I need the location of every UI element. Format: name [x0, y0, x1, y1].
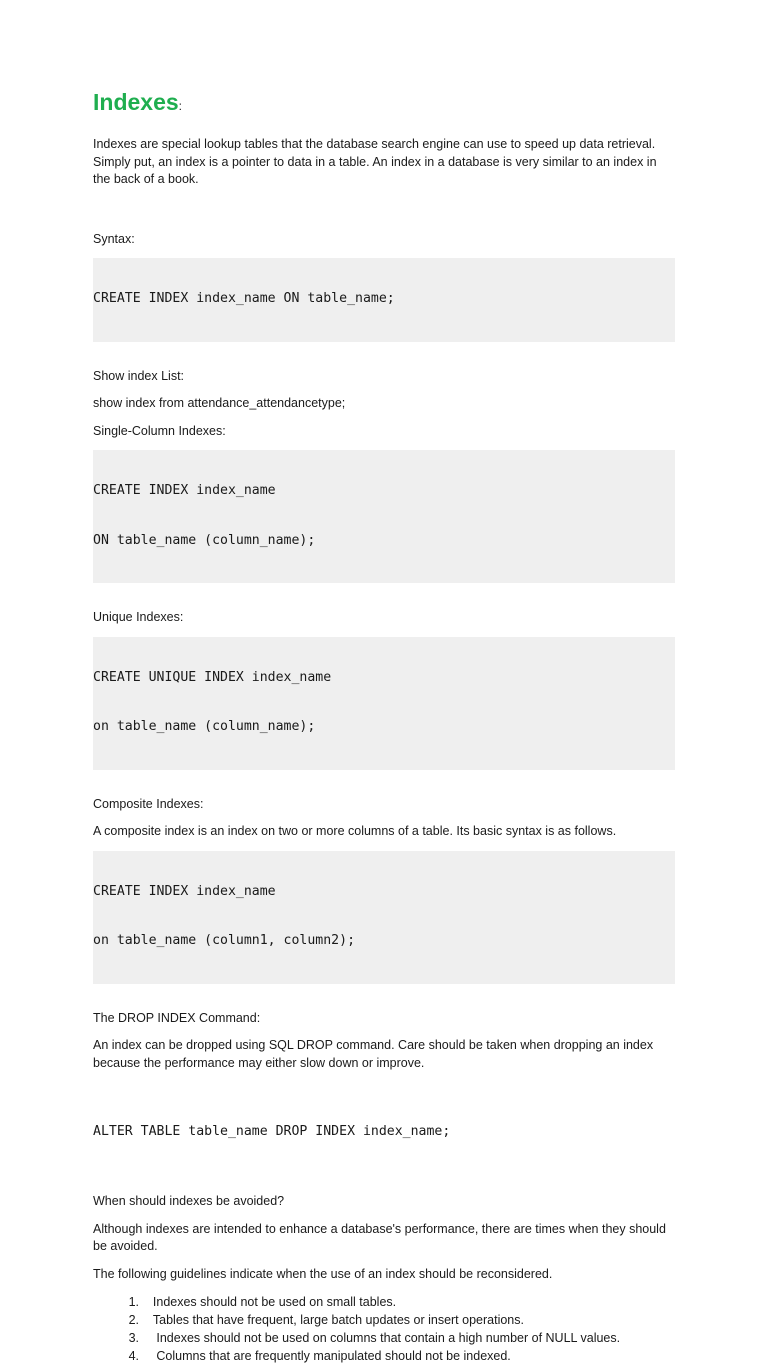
unique-label: Unique Indexes: [93, 610, 184, 624]
list-number: 1. [128, 1295, 139, 1309]
page-title: Indexes [93, 89, 179, 115]
list-item [93, 1293, 675, 1311]
composite-label: Composite Indexes: [93, 796, 204, 811]
syntax-code-block [93, 258, 675, 342]
list-item [93, 1329, 675, 1347]
code-line: CREATE INDEX index_name ON table_name; [93, 291, 395, 306]
single-column-label: Single-Column Indexes: [93, 423, 226, 438]
heading-row [93, 86, 675, 122]
drop-index-label: The DROP INDEX Command: [93, 1010, 261, 1025]
list-number: 4. [128, 1349, 139, 1363]
list-number: 3. [128, 1331, 139, 1345]
drop-index-code [93, 1082, 675, 1183]
single-column-code-block [93, 450, 675, 583]
code-line: ON table_name (column_name); [93, 532, 316, 548]
guidelines-intro: The following guidelines indicate when the use of an index should be reconsidered. [93, 1266, 553, 1281]
code-line: CREATE INDEX index_name [93, 483, 276, 498]
drop-index-description: An index can be dropped using SQL DROP command. Care should be taken when dropping an index because the performance may either slow down or improve. [93, 1038, 654, 1070]
list-item [93, 1347, 675, 1365]
unique-code-block [93, 637, 675, 770]
avoid-label: When should indexes be avoided? [93, 1194, 285, 1208]
list-text: Tables that have frequent, large batch updates or insert operations. [152, 1313, 524, 1327]
composite-description: A composite index is an index on two or more columns of a table. Its basic syntax is as follows. [93, 824, 617, 838]
intro-paragraph: Indexes are special lookup tables that the database search engine can use to speed up data retrieval. Simply put, an index is a pointer to data in a table. An index in a database is very similar to an index in the back of a book. [93, 137, 657, 186]
guidelines-list [93, 1293, 675, 1365]
document-body [93, 86, 675, 1365]
show-index-label: Show index List: [93, 368, 185, 383]
syntax-label: Syntax: [93, 231, 135, 246]
list-text: Indexes should not be used on columns that contain a high number of NULL values. [152, 1331, 621, 1345]
code-line: on table_name (column1, column2); [93, 933, 356, 948]
avoid-description: Although indexes are intended to enhance a database's performance, there are times when they should be avoided. [93, 1221, 666, 1253]
list-number: 2. [128, 1313, 139, 1327]
code-line: CREATE INDEX index_name [93, 883, 276, 899]
list-item [93, 1311, 675, 1329]
list-text: Columns that are frequently manipulated should not be indexed. [152, 1349, 511, 1363]
composite-code-block [93, 851, 675, 984]
code-line: CREATE UNIQUE INDEX index_name [93, 669, 332, 685]
code-line: on table_name (column_name); [93, 719, 316, 734]
code-line: ALTER TABLE table_name DROP INDEX index_name; [93, 1124, 451, 1139]
show-index-command: show index from attendance_attendancetype; [93, 396, 346, 410]
title-colon: : [178, 99, 182, 113]
list-text: Indexes should not be used on small tables. [152, 1295, 397, 1309]
